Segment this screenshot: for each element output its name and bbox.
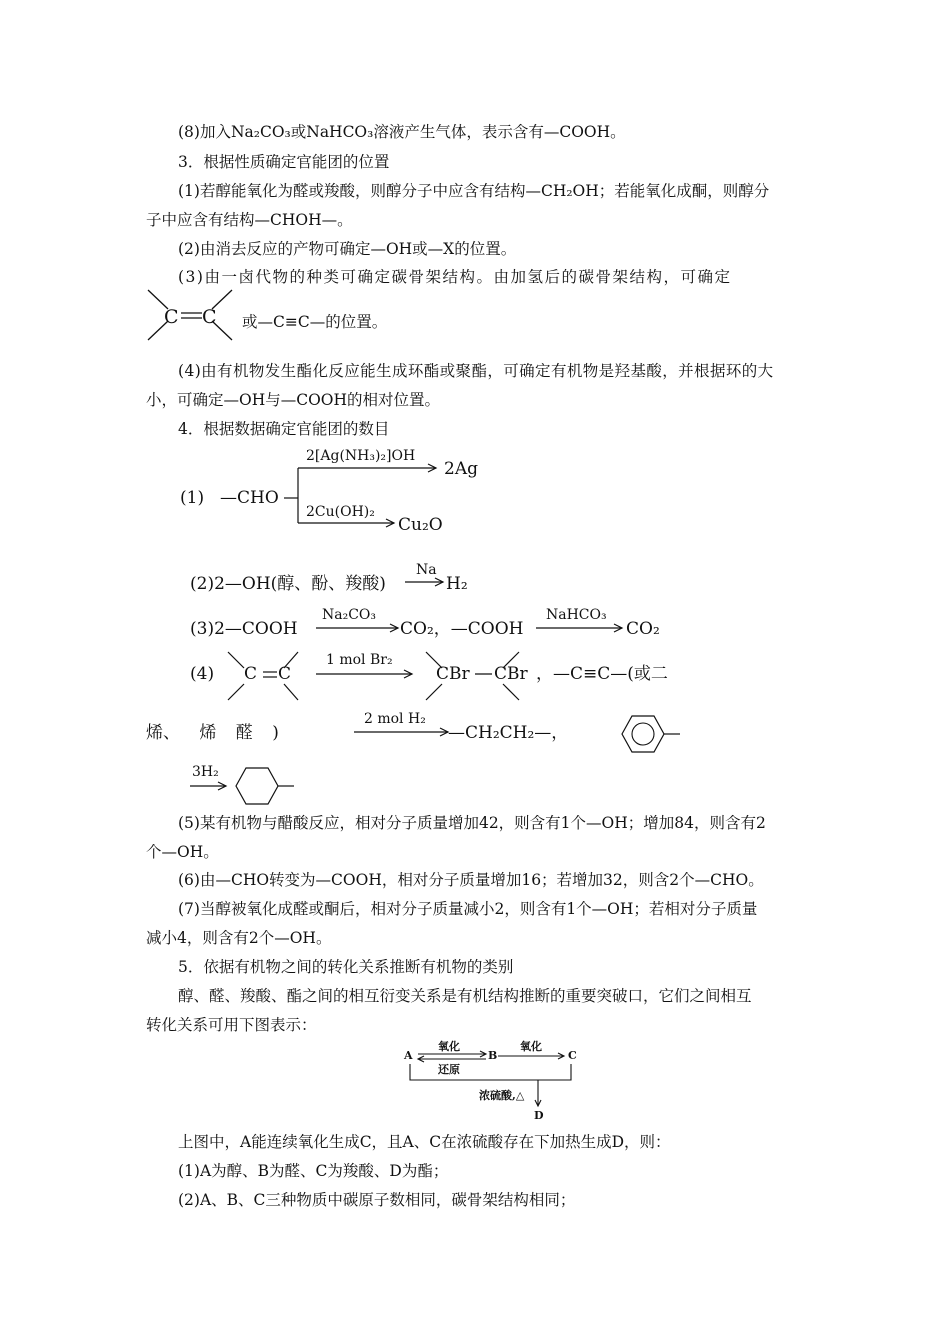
para-3-4a: (4)由有机物发生酯化反应能生成环酯或聚酯，可确定有机物是羟基酸，并根据环的大 bbox=[178, 362, 774, 380]
r4-reagent: 1 mol Br₂ bbox=[326, 652, 393, 668]
para-4-5a: (5)某有机物与醋酸反应，相对分子质量增加42，则含有1个—OH；增加84，则含有2 bbox=[178, 814, 766, 832]
r4-product-2: —CH₂CH₂—， bbox=[448, 723, 569, 743]
r2-arrow-icon bbox=[405, 576, 445, 588]
para-3-1a: (1)若醇能氧化为醛或羧酸，则醇分子中应含有结构—CH₂OH；若能氧化成酮，则醇分 bbox=[178, 182, 770, 200]
r4-product-left: CBr bbox=[436, 664, 470, 684]
r1-bottom-product: Cu₂O bbox=[398, 515, 443, 535]
r2-reagent: Na bbox=[416, 562, 437, 578]
diagram-reduction: 还原 bbox=[438, 1063, 460, 1076]
diagram-c: C bbox=[568, 1049, 577, 1062]
r1-top-reagent: 2[Ag(NH₃)₂]OH bbox=[306, 448, 416, 464]
r4-arrow-2-icon bbox=[354, 726, 450, 738]
para-3-3b: 或—C≡C—的位置。 bbox=[242, 313, 388, 331]
diagram-d: D bbox=[534, 1109, 544, 1122]
r3-reagent-1: Na₂CO₃ bbox=[322, 607, 377, 623]
r1-bottom-reagent: 2Cu(OH)₂ bbox=[306, 504, 375, 520]
r3-left: (3)2—COOH bbox=[190, 619, 298, 639]
r4-tail: ，—C≡C—(或二 bbox=[536, 664, 668, 684]
r2-product: H₂ bbox=[446, 574, 468, 594]
para-8: (8)加入Na₂CO₃或NaHCO₃溶液产生气体，表示含有—COOH。 bbox=[178, 123, 626, 141]
r3-arrow-2-icon bbox=[536, 622, 624, 634]
diagram-oxidation-1: 氧化 bbox=[438, 1040, 460, 1053]
r1-number: (1) bbox=[180, 488, 205, 508]
para-5b: 转化关系可用下图表示： bbox=[146, 1016, 317, 1034]
para-4-6: (6)由—CHO转变为—COOH，相对分子质量增加16；若增加32，则含2个—CHO。 bbox=[178, 871, 764, 889]
para-5a: 醇、醛、羧酸、酯之间的相互衍变关系是有机结构推断的重要突破口，它们之间相互 bbox=[178, 987, 752, 1005]
r3-reagent-2: NaHCO₃ bbox=[546, 607, 607, 623]
diagram-b: B bbox=[488, 1049, 498, 1062]
cyclohexane-arrow-icon bbox=[186, 764, 296, 808]
para-6-2: (2)A、B、C三种物质中碳原子数相同，碳骨架结构相同； bbox=[178, 1191, 576, 1209]
svg-text:C: C bbox=[202, 306, 217, 328]
para-4-7a: (7)当醇被氧化成醛或酮后，相对分子质量减小2，则含有1个—OH；若相对分子质量 bbox=[178, 900, 758, 918]
para-4-5b: 个—OH。 bbox=[146, 843, 219, 861]
para-3-1b: 子中应含有结构—CHOH—。 bbox=[146, 211, 353, 229]
r4-reagent-2: 2 mol H₂ bbox=[364, 711, 426, 727]
para-4-7b: 减小4，则含有2个—OH。 bbox=[146, 929, 332, 947]
r4-c-left: C bbox=[244, 664, 258, 684]
r4-continuation: 烯、 烯 醛 ) bbox=[146, 723, 279, 743]
r4-reagent-3: 3H₂ bbox=[192, 764, 219, 780]
heading-4: 4．根据数据确定官能团的数目 bbox=[178, 420, 390, 438]
para-3-4b: 小，可确定—OH与—COOH的相对位置。 bbox=[146, 391, 441, 409]
r3-arrow-1-icon bbox=[316, 622, 400, 634]
r4-number: (4) bbox=[190, 664, 215, 684]
benzene-ring-icon bbox=[616, 710, 682, 758]
diagram-oxidation-2: 氧化 bbox=[520, 1040, 542, 1053]
r1-group: —CHO bbox=[220, 488, 279, 508]
diagram-a: A bbox=[404, 1049, 413, 1062]
r3-product-2: CO₂ bbox=[626, 619, 660, 639]
r4-c-right: C bbox=[278, 664, 292, 684]
r1-top-product: 2Ag bbox=[444, 459, 478, 479]
para-6-1: (1)A为醇、B为醛、C为羧酸、D为酯； bbox=[178, 1162, 449, 1180]
svg-text:C: C bbox=[164, 306, 179, 328]
r2-left: (2)2—OH(醇、酚、羧酸) bbox=[190, 574, 386, 594]
r4-product-right: CBr bbox=[494, 664, 528, 684]
r3-product-1: CO₂，—COOH bbox=[400, 619, 524, 639]
alkene-structure-icon bbox=[140, 285, 240, 345]
heading-5: 5．依据有机物之间的转化关系推断有机物的类别 bbox=[178, 958, 514, 976]
para-6: 上图中，A能连续氧化生成C，且A、C在浓硫酸存在下加热生成D，则： bbox=[178, 1133, 671, 1151]
diagram-condition: 浓硫酸,△ bbox=[479, 1089, 525, 1102]
para-3-2: (2)由消去反应的产物可确定—OH或—X的位置。 bbox=[178, 240, 517, 258]
para-3-3a: (3)由一卤代物的种类可确定碳骨架结构。由加氢后的碳骨架结构，可确定 bbox=[178, 268, 732, 286]
heading-3: 3．根据性质确定官能团的位置 bbox=[178, 153, 390, 171]
